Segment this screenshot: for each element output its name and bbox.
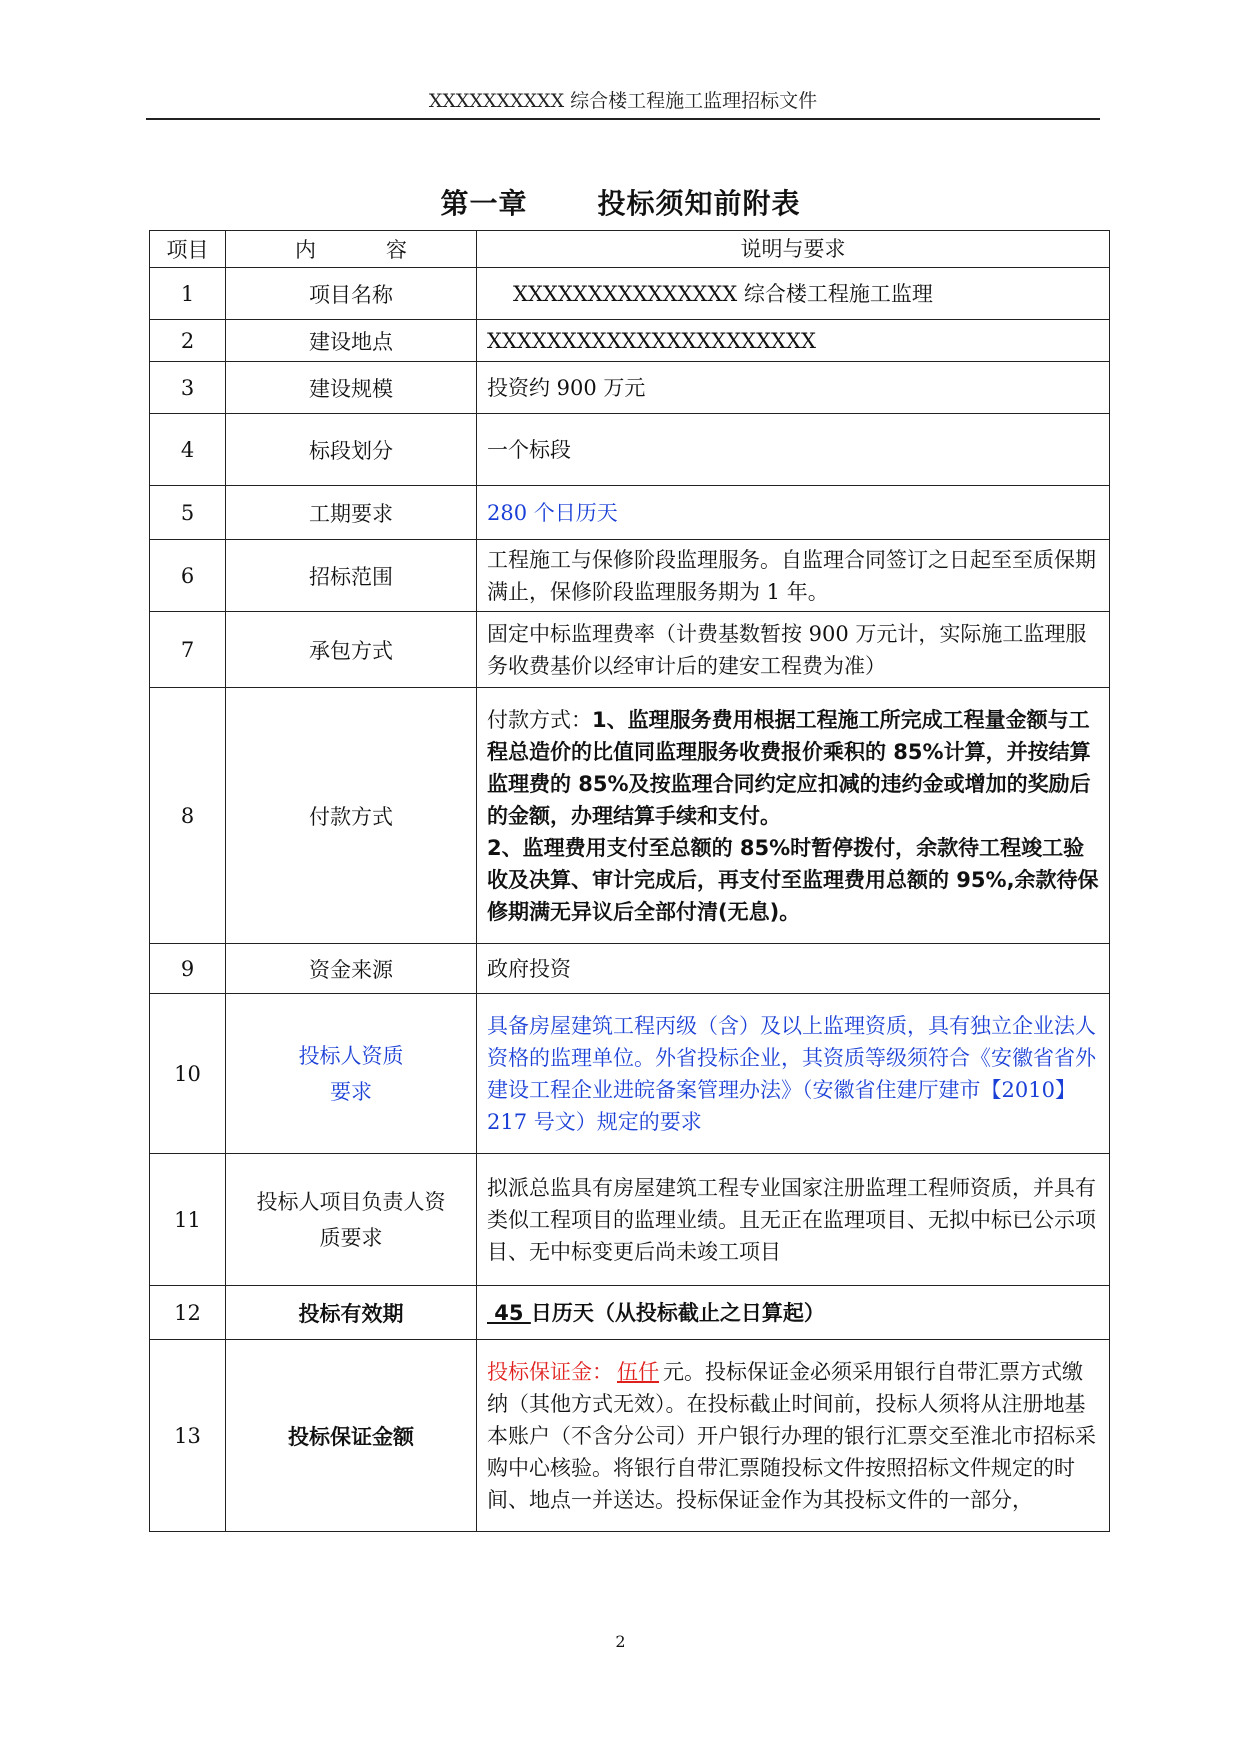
table-row — [150, 994, 1110, 1154]
table-row — [150, 1154, 1110, 1286]
row-req: 具备房屋建筑工程丙级（含）及以上监理资质，具有独立企业法人资格的监理单位。外省投标企业，其资质等级须符合《安徽省省外建设工程企业进皖备案管理办法》（安徽省住建厅建市【2010】217 号文）规定的要求 — [477, 994, 1110, 1154]
row-req: 固定中标监理费率（计费基数暂按 900 万元计，实际施工监理服务收费基价以经审计后的建安工程费为准） — [477, 612, 1110, 688]
chapter-label: 第一章 — [440, 187, 528, 220]
validity-days: 45 — [487, 1300, 531, 1325]
row-no: 13 — [150, 1340, 226, 1532]
row-req — [477, 688, 1110, 944]
row-req: 拟派总监具有房屋建筑工程专业国家注册监理工程师资质，并具有类似工程项目的监理业绩。且无正在监理项目、无拟中标已公示项目、无中标变更后尚未竣工项目 — [477, 1154, 1110, 1286]
page-title — [0, 182, 1241, 222]
row-item — [226, 994, 477, 1154]
row-item: 投标有效期 — [226, 1286, 477, 1340]
row-item-line2: 质要求 — [319, 1225, 383, 1250]
chapter-name: 投标须知前附表 — [597, 187, 801, 220]
row-no: 4 — [150, 414, 226, 486]
row-item: 招标范围 — [226, 540, 477, 612]
table-row — [150, 414, 1110, 486]
col-header-item-b: 容 — [386, 238, 407, 262]
row-item-line2: 要求 — [330, 1079, 372, 1104]
page-number: 2 — [615, 1632, 626, 1651]
row-req: XXXXXXXXXXXXXXXXXXXXXX — [477, 320, 1110, 362]
row-no: 10 — [150, 994, 226, 1154]
row-item-line1: 投标人资质 — [298, 1043, 404, 1068]
col-header-no: 项目 — [150, 231, 226, 268]
table-row — [150, 540, 1110, 612]
bid-info-table — [149, 230, 1110, 1532]
row-item: 标段划分 — [226, 414, 477, 486]
row-req: XXXXXXXXXXXXXXX 综合楼工程施工监理 — [477, 268, 1110, 320]
deposit-label: 投标保证金： — [487, 1359, 613, 1384]
row-item: 承包方式 — [226, 612, 477, 688]
row-item — [226, 1154, 477, 1286]
col-header-item — [226, 231, 477, 268]
row-no: 2 — [150, 320, 226, 362]
table-row — [150, 612, 1110, 688]
row-item: 建设规模 — [226, 362, 477, 414]
row-req: 280 个日历天 — [477, 486, 1110, 540]
table-row — [150, 268, 1110, 320]
row-req — [477, 1340, 1110, 1532]
row-item: 工期要求 — [226, 486, 477, 540]
row-item: 建设地点 — [226, 320, 477, 362]
table-row — [150, 362, 1110, 414]
table-row — [150, 486, 1110, 540]
payment-clause-1: 1、监理服务费用根据工程施工所完成工程量金额与工程总造价的比值同监理服务收费报价乘积的 85%计算，并按结算监理费的 85%及按监理合同约定应扣减的违约金或增加的奖励后的金额，办理结算手续和支付。 — [487, 707, 1091, 828]
row-no: 1 — [150, 268, 226, 320]
col-header-item-a: 内 — [295, 238, 316, 262]
row-item: 付款方式 — [226, 688, 477, 944]
row-no: 5 — [150, 486, 226, 540]
deposit-text: 元。投标保证金必须采用银行自带汇票方式缴纳（其他方式无效）。在投标截止时间前，投标人须将从注册地基本账户（不含分公司）开户银行办理的银行汇票交至淮北市招标采购中心核验。将银行自带汇票随投标文件按照招标文件规定的时间、地点一并送达。投标保证金作为其投标文件的一部分， — [487, 1359, 1096, 1512]
row-req: 政府投资 — [477, 944, 1110, 994]
payment-clause-2: 2、监理费用支付至总额的 85%时暂停拨付，余款待工程竣工验收及决算、审计完成后，再支付至监理费用总额的 95%,余款待保修期满无异议后全部付清(无息)。 — [487, 835, 1099, 924]
row-item: 资金来源 — [226, 944, 477, 994]
row-req: 一个标段 — [477, 414, 1110, 486]
table-row — [150, 320, 1110, 362]
deposit-amount: 伍仟 — [617, 1359, 659, 1384]
row-req — [477, 1286, 1110, 1340]
row-no: 8 — [150, 688, 226, 944]
row-no: 9 — [150, 944, 226, 994]
table-header-row — [150, 231, 1110, 268]
row-req: 工程施工与保修阶段监理服务。自监理合同签订之日起至至质保期满止，保修阶段监理服务期为 1 年。 — [477, 540, 1110, 612]
row-item: 投标保证金额 — [226, 1340, 477, 1532]
col-header-req: 说明与要求 — [477, 231, 1110, 268]
header-rule — [146, 118, 1100, 120]
row-item: 项目名称 — [226, 268, 477, 320]
row-no: 12 — [150, 1286, 226, 1340]
row-no: 11 — [150, 1154, 226, 1286]
table-row — [150, 1286, 1110, 1340]
table-row — [150, 688, 1110, 944]
row-no: 6 — [150, 540, 226, 612]
row-no: 3 — [150, 362, 226, 414]
row-req: 投资约 900 万元 — [477, 362, 1110, 414]
table-row — [150, 944, 1110, 994]
row-no: 7 — [150, 612, 226, 688]
table-row — [150, 1340, 1110, 1532]
running-header: XXXXXXXXXX 综合楼工程施工监理招标文件 — [428, 90, 818, 112]
row-item-line1: 投标人项目负责人资 — [256, 1189, 446, 1214]
payment-prefix: 付款方式： — [487, 707, 592, 732]
validity-text: 日历天（从投标截止之日算起） — [530, 1300, 825, 1325]
